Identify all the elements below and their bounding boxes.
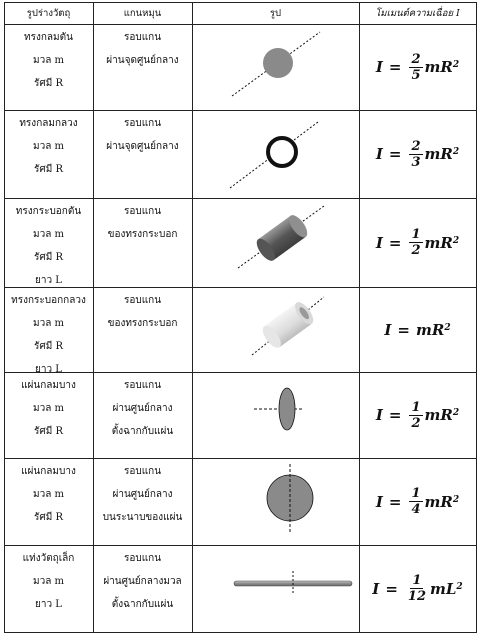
formula-equals: = bbox=[388, 58, 402, 76]
fraction-denominator: 4 bbox=[411, 502, 421, 517]
axis-cell bbox=[93, 460, 192, 529]
fraction-numerator: 1 bbox=[412, 573, 422, 588]
formula-fraction bbox=[406, 573, 428, 604]
formula-rhs: mR bbox=[424, 145, 453, 163]
shape-cell bbox=[4, 547, 93, 616]
shape-mass: มวล m bbox=[33, 576, 64, 587]
axis-line: บนระนาบของแผ่น bbox=[102, 512, 183, 523]
formula-exponent: 2 bbox=[456, 581, 463, 592]
shape-cell bbox=[4, 289, 93, 381]
axis-line: ตั้งฉากกับแผ่น bbox=[111, 426, 174, 437]
formula-exponent: 2 bbox=[452, 494, 460, 505]
fraction-numerator: 1 bbox=[411, 227, 421, 242]
shape-radius: รัศมี R bbox=[33, 341, 64, 352]
moment-formula bbox=[359, 545, 476, 632]
hollow-sphere-icon bbox=[192, 110, 359, 198]
shape-radius: รัศมี R bbox=[33, 164, 64, 175]
axis-line: รอบแกน bbox=[123, 466, 162, 477]
thin-disk-plane-icon bbox=[192, 458, 359, 545]
axis-line: ของทรงกระบอก bbox=[107, 318, 178, 329]
shape-name: แผ่นกลมบาง bbox=[21, 466, 76, 477]
axis-line: ผ่านจุดศูนย์กลาง bbox=[106, 55, 179, 66]
fraction-denominator: 2 bbox=[411, 243, 421, 258]
moment-formula bbox=[359, 372, 476, 458]
formula-lhs: I bbox=[375, 492, 383, 511]
formula-rhs: mR bbox=[424, 233, 453, 252]
shape-length: ยาว L bbox=[35, 364, 62, 375]
table-border-bottom bbox=[4, 632, 477, 633]
shape-cell bbox=[4, 374, 93, 443]
formula-equals: = bbox=[388, 145, 402, 163]
shape-mass: มวล m bbox=[33, 141, 64, 152]
formula-fraction bbox=[409, 486, 422, 517]
shape-name: ทรงกลมตัน bbox=[24, 32, 73, 43]
formula-rhs: mR bbox=[424, 406, 453, 424]
formula-rhs: mR bbox=[424, 58, 453, 76]
fraction-denominator: 5 bbox=[411, 67, 421, 83]
formula-fraction bbox=[409, 52, 422, 83]
axis-line: รอบแกน bbox=[123, 118, 162, 129]
formula-lhs: I bbox=[384, 320, 392, 339]
formula-exponent: 2 bbox=[452, 60, 460, 70]
shape-name: ทรงกระบอกตัน bbox=[15, 206, 82, 217]
shape-cell bbox=[4, 26, 93, 95]
formula-lhs: I bbox=[375, 145, 383, 163]
shape-radius: รัศมี R bbox=[33, 78, 64, 89]
shape-mass: มวล m bbox=[33, 318, 64, 329]
shape-name: แผ่นกลมบาง bbox=[21, 380, 76, 391]
formula-equals: = bbox=[388, 492, 402, 511]
shape-cell bbox=[4, 460, 93, 529]
shape-length: ยาว L bbox=[35, 599, 62, 610]
axis-cell bbox=[93, 289, 192, 335]
fraction-numerator: 2 bbox=[411, 138, 421, 154]
axis-line: ผ่านศูนย์กลาง bbox=[112, 489, 173, 500]
formula-equals: = bbox=[385, 579, 398, 598]
axis-line: ผ่านศูนย์กลางมวล bbox=[103, 576, 182, 587]
axis-cell bbox=[93, 200, 192, 246]
formula-fraction bbox=[409, 400, 422, 431]
axis-line: ผ่านจุดศูนย์กลาง bbox=[106, 141, 179, 152]
fraction-denominator: 12 bbox=[407, 589, 426, 604]
thin-disk-perpendicular-icon bbox=[192, 372, 359, 458]
moment-formula bbox=[359, 458, 476, 545]
solid-sphere-icon bbox=[192, 24, 359, 110]
axis-line: ตั้งฉากกับแผ่น bbox=[111, 599, 174, 610]
shape-length: ยาว L bbox=[35, 275, 62, 286]
formula-lhs: I bbox=[375, 406, 383, 424]
axis-line: รอบแกน bbox=[123, 295, 162, 306]
header-moment: โมเมนต์ความเฉื่อย I bbox=[375, 7, 460, 19]
axis-cell bbox=[93, 374, 192, 443]
header-axis: แกนหมุน bbox=[123, 7, 162, 19]
shape-mass: มวล m bbox=[33, 55, 64, 66]
shape-radius: รัศมี R bbox=[33, 426, 64, 437]
fraction-numerator: 1 bbox=[411, 399, 421, 415]
fraction-denominator: 3 bbox=[411, 154, 421, 170]
fraction-denominator: 2 bbox=[411, 415, 421, 431]
hollow-cylinder-icon bbox=[192, 287, 359, 372]
axis-line: รอบแกน bbox=[123, 206, 162, 217]
formula-fraction bbox=[409, 139, 422, 170]
axis-line: ของทรงกระบอก bbox=[107, 229, 178, 240]
formula-exponent: 2 bbox=[452, 147, 460, 157]
formula-fraction bbox=[409, 227, 422, 258]
moment-formula bbox=[359, 287, 476, 372]
formula-exponent: 2 bbox=[444, 322, 451, 333]
shape-name: แท่งวัตถุเล็ก bbox=[22, 553, 75, 564]
axis-cell bbox=[93, 26, 192, 72]
table-border-right bbox=[476, 2, 477, 633]
header-figure: รูป bbox=[269, 7, 282, 19]
moment-formula bbox=[359, 24, 476, 110]
formula-rhs: mR bbox=[424, 492, 453, 511]
axis-line: รอบแกน bbox=[123, 380, 162, 391]
shape-mass: มวล m bbox=[33, 489, 64, 500]
shape-name: ทรงกระบอกกลวง bbox=[11, 295, 86, 306]
formula-exponent: 2 bbox=[452, 235, 460, 246]
fraction-numerator: 1 bbox=[411, 486, 421, 501]
formula-lhs: I bbox=[375, 233, 383, 252]
shape-mass: มวล m bbox=[33, 403, 64, 414]
shape-cell bbox=[4, 200, 93, 292]
shape-radius: รัศมี R bbox=[33, 252, 64, 263]
axis-line: รอบแกน bbox=[123, 32, 162, 43]
formula-equals: = bbox=[388, 406, 402, 424]
axis-line: ผ่านศูนย์กลาง bbox=[112, 403, 173, 414]
formula-lhs: I bbox=[375, 58, 383, 76]
fraction-numerator: 2 bbox=[411, 51, 421, 67]
shape-cell bbox=[4, 112, 93, 181]
formula-rhs: mR bbox=[416, 320, 445, 339]
shape-name: ทรงกลมกลวง bbox=[19, 118, 78, 129]
moment-formula bbox=[359, 110, 476, 198]
inertia-table bbox=[4, 2, 477, 633]
formula-exponent: 2 bbox=[452, 408, 460, 418]
shape-radius: รัศมี R bbox=[33, 512, 64, 523]
formula-rhs: mL bbox=[430, 579, 457, 598]
shape-mass: มวล m bbox=[33, 229, 64, 240]
axis-cell bbox=[93, 547, 192, 616]
formula-equals: = bbox=[397, 320, 410, 339]
solid-cylinder-icon bbox=[192, 198, 359, 287]
header-shape: รูปร่างวัตถุ bbox=[26, 7, 71, 19]
moment-formula bbox=[359, 198, 476, 287]
axis-line: รอบแกน bbox=[123, 553, 162, 564]
thin-rod-icon bbox=[192, 545, 359, 632]
formula-lhs: I bbox=[372, 579, 380, 598]
axis-cell bbox=[93, 112, 192, 158]
formula-equals: = bbox=[388, 233, 402, 252]
